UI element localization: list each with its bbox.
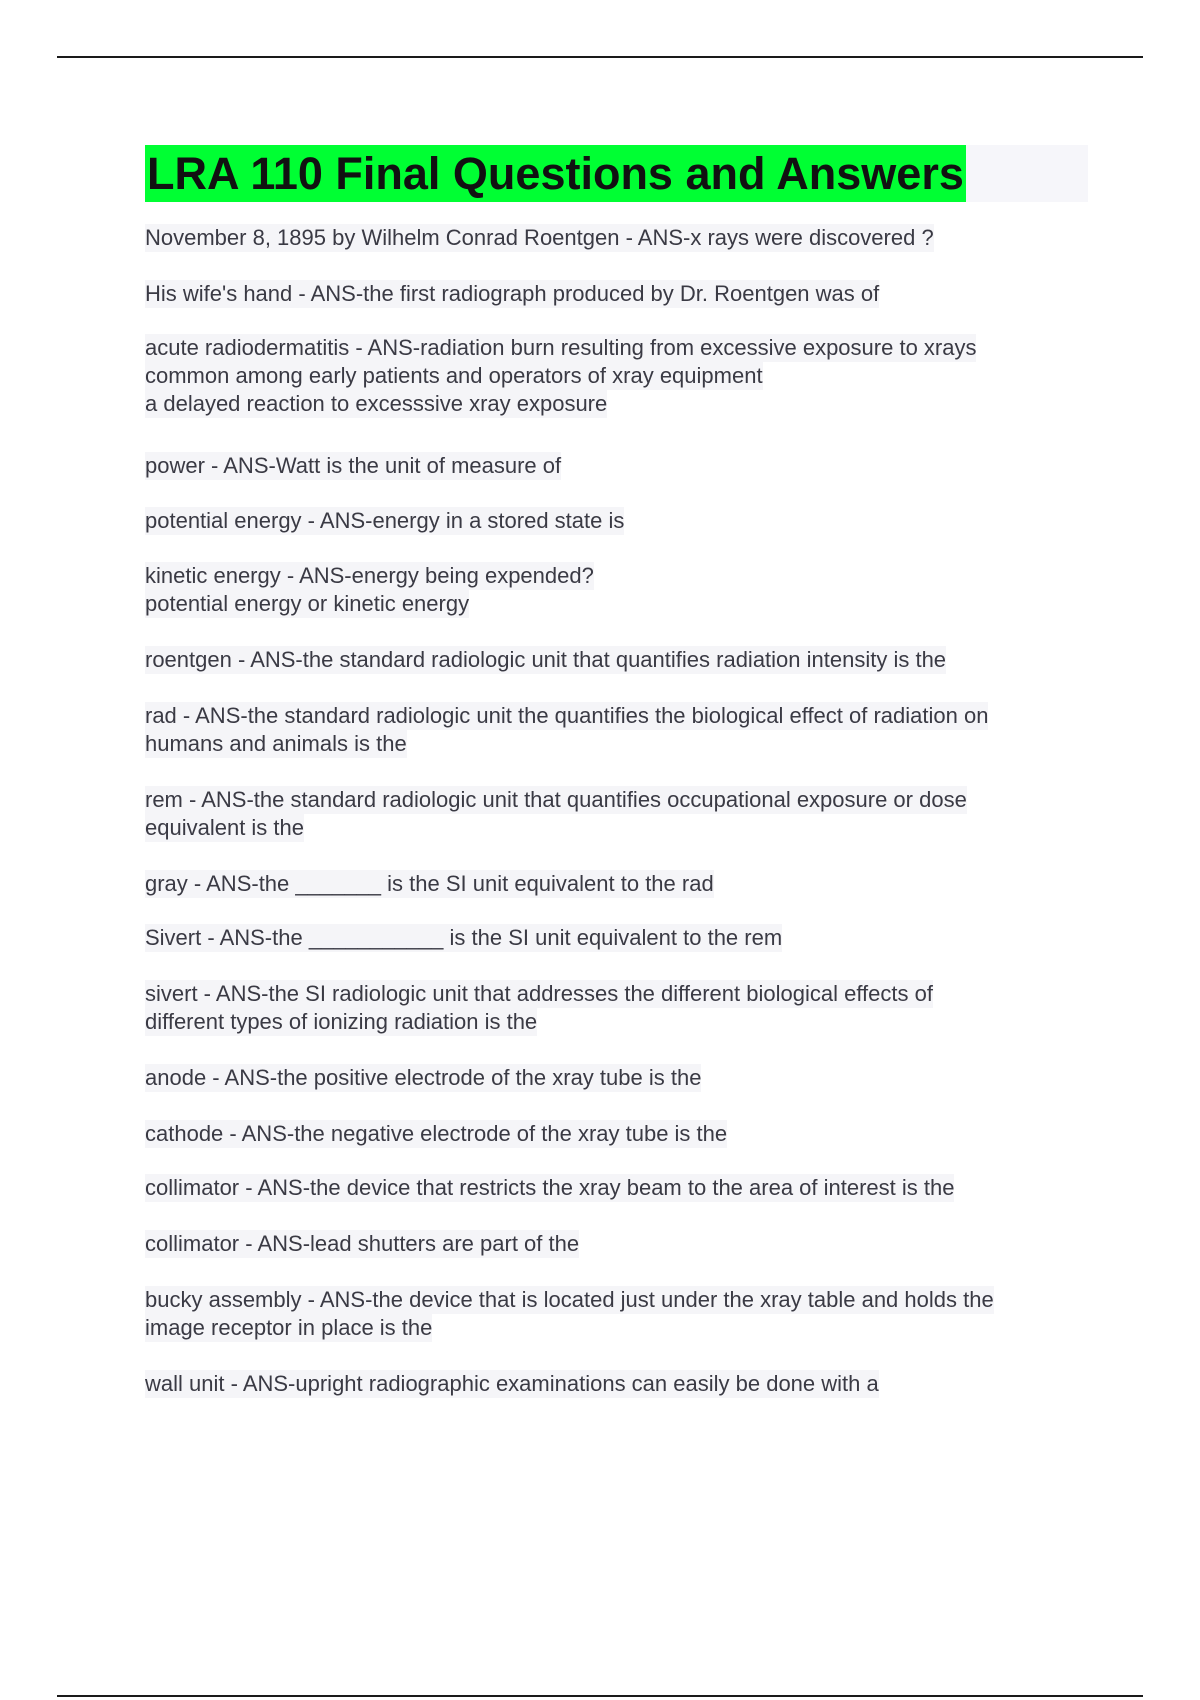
qa-item — [145, 646, 946, 674]
qa-item — [145, 1064, 701, 1092]
qa-item — [145, 924, 782, 952]
qa-line: wall unit - ANS-upright radiographic examinations can easily be done with a — [145, 1371, 879, 1396]
qa-line: His wife's hand - ANS-the first radiograph produced by Dr. Roentgen was of — [145, 281, 880, 306]
qa-line: acute radiodermatitis - ANS-radiation burn resulting from excessive exposure to xrays — [145, 335, 977, 360]
qa-line: November 8, 1895 by Wilhelm Conrad Roentgen - ANS-x rays were discovered ? — [145, 225, 934, 250]
qa-item — [145, 1120, 727, 1148]
qa-item — [145, 786, 967, 842]
qa-item — [145, 702, 988, 758]
qa-line: Sivert - ANS-the ___________ is the SI unit equivalent to the rem — [145, 925, 783, 950]
top-rule — [57, 56, 1143, 58]
qa-line: anode - ANS-the positive electrode of the xray tube is the — [145, 1065, 702, 1090]
qa-item — [145, 1230, 579, 1258]
qa-line: a delayed reaction to excesssive xray exposure — [145, 391, 608, 416]
qa-item — [145, 870, 714, 898]
qa-item — [145, 980, 933, 1036]
qa-line: collimator - ANS-lead shutters are part of the — [145, 1231, 580, 1256]
page-title: LRA 110 Final Questions and Answers — [145, 145, 966, 202]
qa-line: image receptor in place is the — [145, 1315, 433, 1340]
qa-line: bucky assembly - ANS-the device that is located just under the xray table and holds the — [145, 1287, 994, 1312]
qa-item — [145, 224, 934, 252]
qa-line: cathode - ANS-the negative electrode of the xray tube is the — [145, 1121, 728, 1146]
qa-item — [145, 452, 561, 480]
qa-line: rem - ANS-the standard radiologic unit that quantifies occupational exposure or dose — [145, 787, 967, 812]
title-band — [145, 145, 1088, 202]
qa-line: collimator - ANS-the device that restricts the xray beam to the area of interest is the — [145, 1175, 955, 1200]
qa-line: potential energy - ANS-energy in a stored state is — [145, 508, 625, 533]
qa-line: roentgen - ANS-the standard radiologic unit that quantifies radiation intensity is the — [145, 647, 947, 672]
qa-item — [145, 507, 624, 535]
qa-item — [145, 1370, 879, 1398]
qa-line: gray - ANS-the _______ is the SI unit equivalent to the rad — [145, 871, 714, 896]
qa-item — [145, 280, 879, 308]
qa-line: sivert - ANS-the SI radiologic unit that addresses the different biological effects of — [145, 981, 933, 1006]
bottom-rule — [57, 1695, 1143, 1697]
qa-line: different types of ionizing radiation is the — [145, 1009, 538, 1034]
qa-item — [145, 562, 594, 618]
qa-line: common among early patients and operators of xray equipment — [145, 363, 763, 388]
qa-line: humans and animals is the — [145, 731, 407, 756]
qa-item — [145, 1286, 994, 1342]
qa-line: kinetic energy - ANS-energy being expended? — [145, 563, 594, 588]
qa-line: rad - ANS-the standard radiologic unit the quantifies the biological effect of radiation on — [145, 703, 989, 728]
qa-line: potential energy or kinetic energy — [145, 591, 470, 616]
qa-line: power - ANS-Watt is the unit of measure of — [145, 453, 562, 478]
qa-line: equivalent is the — [145, 815, 304, 840]
qa-item — [145, 1174, 954, 1202]
qa-item — [145, 334, 976, 418]
